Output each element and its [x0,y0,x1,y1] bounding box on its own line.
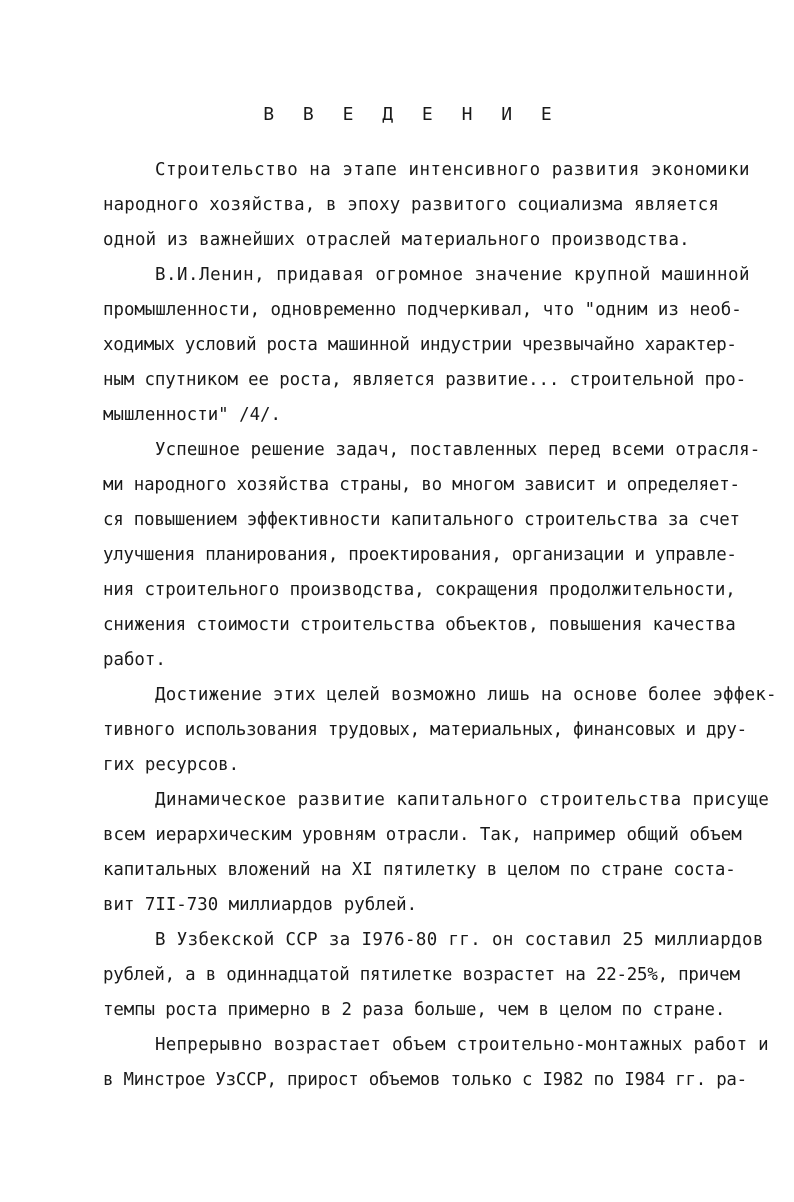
text-line-27: в Минстрое УзССР, прирост объемов только с I982 по I984 гг. ра- [103,1070,747,1090]
text-line-15: работ. [103,650,166,670]
text-line-4: В.И.Ленин, придавая огромное значение крупной машинной [155,265,751,285]
text-line-18: гих ресурсов. [103,755,240,775]
text-line-26: Непрерывно возрастает объем строительно-монтажных работ и [155,1035,769,1055]
text-line-21: капитальных вложений на XI пятилетку в целом по стране соста- [103,860,736,880]
text-line-23: В Узбекской ССР за I976-80 гг. он составил 25 миллиардов [155,930,764,950]
text-line-14: снижения стоимости строительства объектов, повышения качества [103,615,736,635]
text-line-19: Динамическое развитие капитального строительства присуще [155,790,770,810]
text-line-5: промышленности, одновременно подчеркивал, что "одним из необ- [103,300,742,320]
text-line-17: тивного использования трудовых, материальных, финансовых и дру- [103,720,747,740]
text-line-20: всем иерархическим уровням отрасли. Так, например общий объем [103,825,742,845]
text-line-9: Успешное решение задач, поставленных перед всеми отрасля- [155,440,761,460]
text-line-1: Строительство на этапе интенсивного развития экономики [155,160,751,180]
text-line-3: одной из важнейших отраслей материального производства. [103,230,690,250]
text-line-24: рублей, а в одиннадцатой пятилетке возрастет на 22-25%, причем [103,965,740,985]
text-line-12: улучшения планирования, проектирования, организации и управле- [103,545,737,565]
text-line-13: ния строительного производства, сокращения продолжительности, [103,580,736,600]
text-line-7: ным спутником ее роста, является развитие... строительной про- [103,370,746,390]
document-title: В В Е Д Е Н И Е [263,104,561,125]
text-line-22: вит 7II-730 миллиардов рублей. [103,895,418,915]
text-line-10: ми народного хозяйства страны, во многом зависит и определяет- [103,475,740,495]
text-line-8: мышленности" /4/. [103,405,281,425]
text-line-2: народного хозяйства, в эпоху развитого социализма является [103,195,719,215]
text-line-16: Достижение этих целей возможно лишь на основе более эффек- [155,685,777,705]
text-line-25: темпы роста примерно в 2 раза больше, чем в целом по стране. [103,1000,726,1020]
text-line-6: ходимых условий роста машинной индустрии чрезвычайно характер- [103,335,737,355]
text-line-11: ся повышением эффективности капитального строительства за счет [103,510,740,530]
